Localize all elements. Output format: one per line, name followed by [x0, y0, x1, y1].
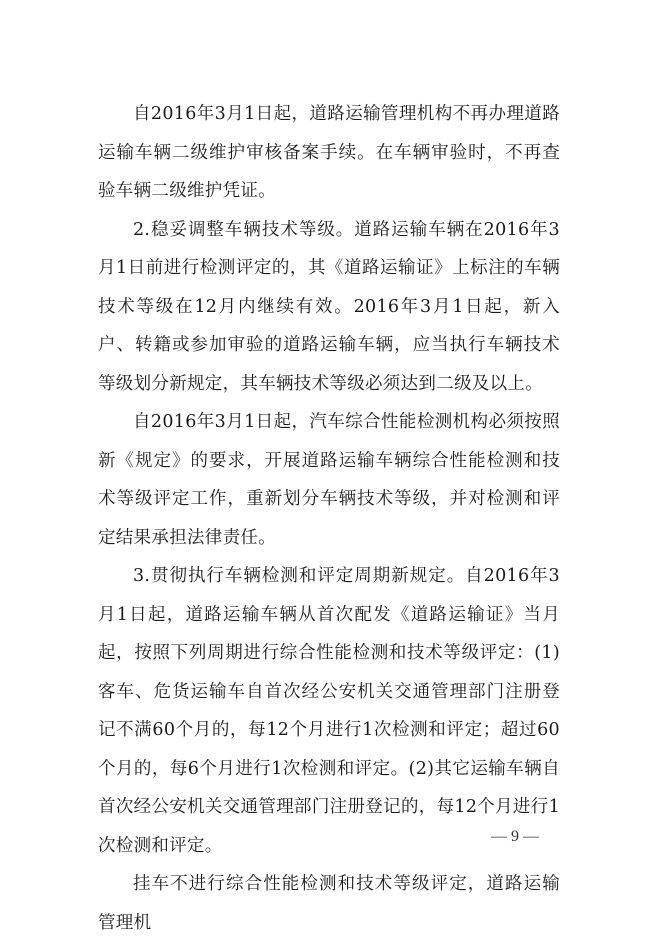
- document-body: [98, 95, 560, 942]
- paragraph-trailer-exemption: 挂车不进行综合性能检测和技术等级评定，道路运输管理机: [98, 874, 560, 933]
- page-number: — 9 —: [491, 828, 539, 845]
- paragraph-testing-agency-requirements: 自2016年3月1日起，汽车综合性能检测机构必须按照新《规定》的要求，开展道路运输车辆综合性能检测和技术等级评定工作，重新划分车辆技术等级，并对检测和评定结果承担法律责任。: [98, 412, 560, 548]
- paragraph-technical-grade-adjustment: 2.稳妥调整车辆技术等级。道路运输车辆在2016年3月1日前进行检测评定的，其《道路运输证》上标注的车辆技术等级在12月内继续有效。2016年3月1日起，新入户、转籍或参加审验的道路运输车辆，应当执行车辆技术等级划分新规定，其车辆技术等级必须达到二级及以上。: [98, 219, 560, 394]
- paragraph-inspection-cycle: 3.贯彻执行车辆检测和评定周期新规定。自2016年3月1日起，道路运输车辆从首次配发《道路运输证》当月起，按照下列周期进行综合性能检测和技术等级评定：(1)客车、危货运输车自首次经公安机关交通管理部门注册登记不满60个月的，每12个月进行1次检测和评定；超过60个月的，每6个月进行1次检测和评定。(2)其它运输车辆自首次经公安机关交通管理部门注册登记的，每12个月进行1次检测和评定。: [98, 566, 560, 856]
- paragraph-maintenance-filing: 自2016年3月1日起，道路运输管理机构不再办理道路运输车辆二级维护审核备案手续。在车辆审验时，不再查验车辆二级维护凭证。: [98, 104, 560, 201]
